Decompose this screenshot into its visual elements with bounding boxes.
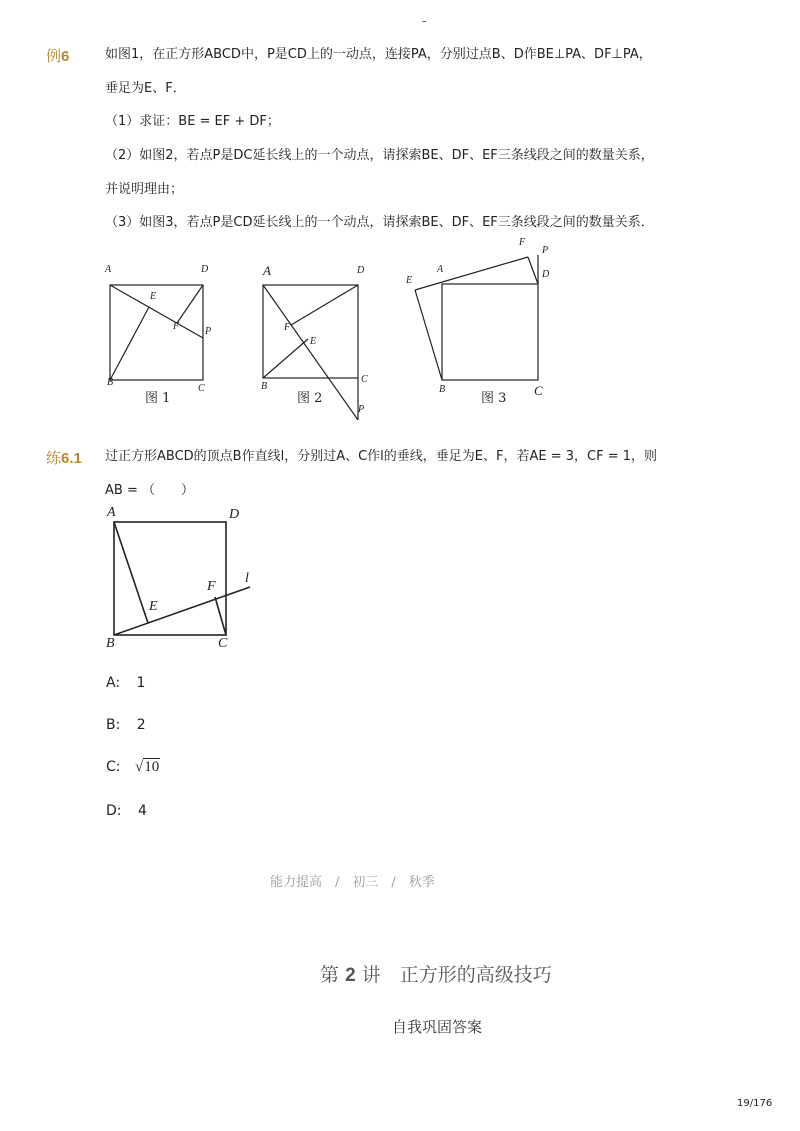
fig1-label-C: C [198,383,205,394]
fig1-square [110,285,203,380]
ex-label-C: C [218,636,228,651]
example-6-line-1: 如图1，在正方形ABCD中，P是CD上的一动点，连接PA，分别过点B、D作BE⊥PA、DF⊥PA， [105,47,652,62]
lecture-title-text: 讲 正方形的高级技巧 [361,964,552,986]
choice-b[interactable] [106,717,146,733]
lecture-title [320,960,552,987]
fig1-label-F: F [173,321,180,332]
fig1-line-AP [110,285,203,338]
choice-b-value: 2 [136,717,146,733]
ex-line-CF [215,597,226,635]
exercise-6-1-line-2: AB = （ ） [105,483,194,498]
choice-a-key: A: [106,675,121,691]
choice-d[interactable] [106,803,147,819]
exercise-tag-number: 6.1 [61,450,82,467]
fig1-line-DF [177,285,203,323]
example-6-line-2: 垂足为E、F． [105,81,186,96]
example-tag-prefix: 例 [46,48,62,65]
ex-line-AE [114,522,148,623]
example-tag-number: 6 [61,48,70,65]
ex-label-A: A [107,505,116,520]
choice-a[interactable] [106,675,145,691]
sqrt-symbol: √ [134,759,144,775]
choice-a-value: 1 [136,675,146,691]
ex-line-l [114,587,250,635]
fig1-caption: 图 1 [145,391,171,406]
fig2-label-E: E [310,336,317,347]
choice-c-key: C: [106,759,121,775]
fig3-label-D: D [542,269,550,280]
fig2-label-B: B [261,381,268,392]
exercise-6-1-line-1: 过正方形ABCD的顶点B作直线l，分别过A、C作l的垂线，垂足为E、F，若AE = 3，CF = 1，则 [105,449,657,464]
fig2-label-P: P [358,404,365,415]
top-mark: - [422,14,427,28]
fig3-label-B: B [439,384,446,395]
fig1-label-P: P [205,326,212,337]
choice-d-key: D: [106,803,122,819]
fig1-line-BE [110,307,149,380]
fig1-label-B: B [107,377,114,388]
fig2-label-C: C [361,374,368,385]
fig1-label-A: A [105,264,112,275]
fig2-label-F: F [284,322,291,333]
fig1-label-D: D [201,264,209,275]
fig3-label-A: A [437,264,444,275]
example-6-part-2: （2）如图2，若点P是DC延长线上的一个动点，请探索BE、DF、EF三条线段之间的数量关系， [105,148,654,163]
fig2-label-A: A [263,263,271,278]
fig3-square [442,284,538,380]
footer-subtitle: 能力提高 / 初三 / 秋季 [270,875,435,890]
fig2-square [263,285,358,378]
fig1-label-E: E [150,291,157,302]
example-6-part-3: （3）如图3，若点P是CD延长线上的一个动点，请探索BE、DF、EF三条线段之间的数量关系． [105,215,654,230]
fig3-label-E: E [406,275,413,286]
exercise-6-1-figure [100,500,265,655]
fig3-label-C: C [534,383,543,398]
ex-label-B: B [106,636,115,651]
lecture-number: 2 [345,965,356,986]
exercise-6-1-tag [46,447,82,468]
ex-label-D: D [229,507,240,522]
fig2-line-DF [291,285,358,325]
lecture-prefix: 第 [320,964,340,986]
example-6-part-2-cont: 并说明理由； [105,182,184,197]
fig2-line-BE [263,339,308,378]
example-6-tag [46,45,69,66]
answer-heading: 自我巩固答案 [392,1018,483,1036]
page-number: 19/176 [737,1098,773,1109]
sqrt-radicand: 10 [144,759,160,775]
example-6-part-1: （1）求证：BE = EF + DF； [105,114,280,129]
fig3-label-P: P [542,245,549,256]
example-6-figures [95,235,575,420]
choice-c-value [135,759,160,775]
ex-label-l: l [245,571,249,586]
fig3-line-EF [415,257,528,290]
fig3-line-FD [528,257,538,284]
choice-b-key: B: [106,717,121,733]
ex-label-E: E [149,599,158,614]
fig3-line-BE [415,290,442,380]
choice-c[interactable] [106,759,160,776]
choice-d-value: 4 [137,803,147,819]
ex-label-F: F [207,579,216,594]
fig3-label-F: F [519,237,526,248]
fig2-caption: 图 2 [297,391,323,406]
fig2-label-D: D [357,265,365,276]
fig3-caption: 图 3 [481,391,507,406]
exercise-tag-prefix: 练 [46,450,62,467]
